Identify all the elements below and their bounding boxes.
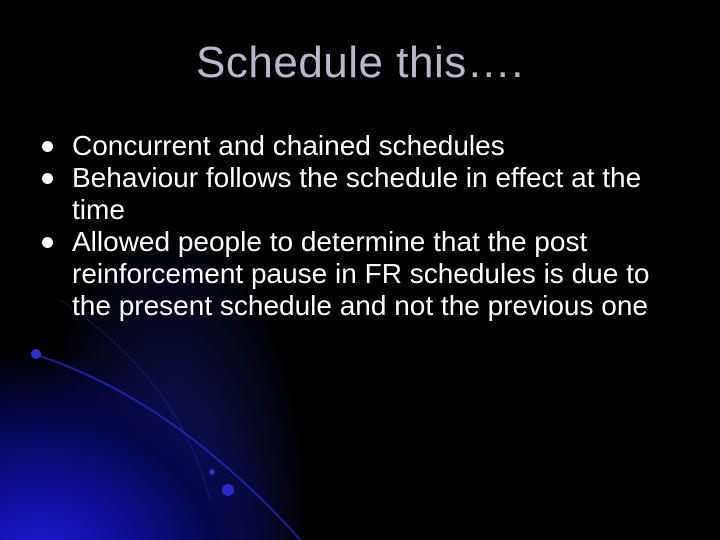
bullet-icon	[42, 141, 53, 152]
decorative-orb	[222, 484, 234, 496]
bullet-item	[42, 162, 682, 226]
bullet-icon	[42, 173, 53, 184]
bullet-item	[42, 130, 682, 162]
decorative-streak	[40, 356, 300, 540]
decorative-orb	[31, 349, 41, 359]
bullet-text: Concurrent and chained schedules	[72, 130, 505, 161]
slide-title: Schedule this….	[196, 38, 524, 87]
bullet-item	[42, 226, 682, 322]
bullet-list	[42, 130, 682, 322]
bullet-text: Behaviour follows the schedule in effect at the time	[72, 162, 642, 225]
bullet-text: Allowed people to determine that the post reinforcement pause in FR schedules is due to the present schedule and not the previous one	[72, 226, 650, 321]
bullet-icon	[42, 237, 53, 248]
decorative-orb	[209, 469, 215, 475]
